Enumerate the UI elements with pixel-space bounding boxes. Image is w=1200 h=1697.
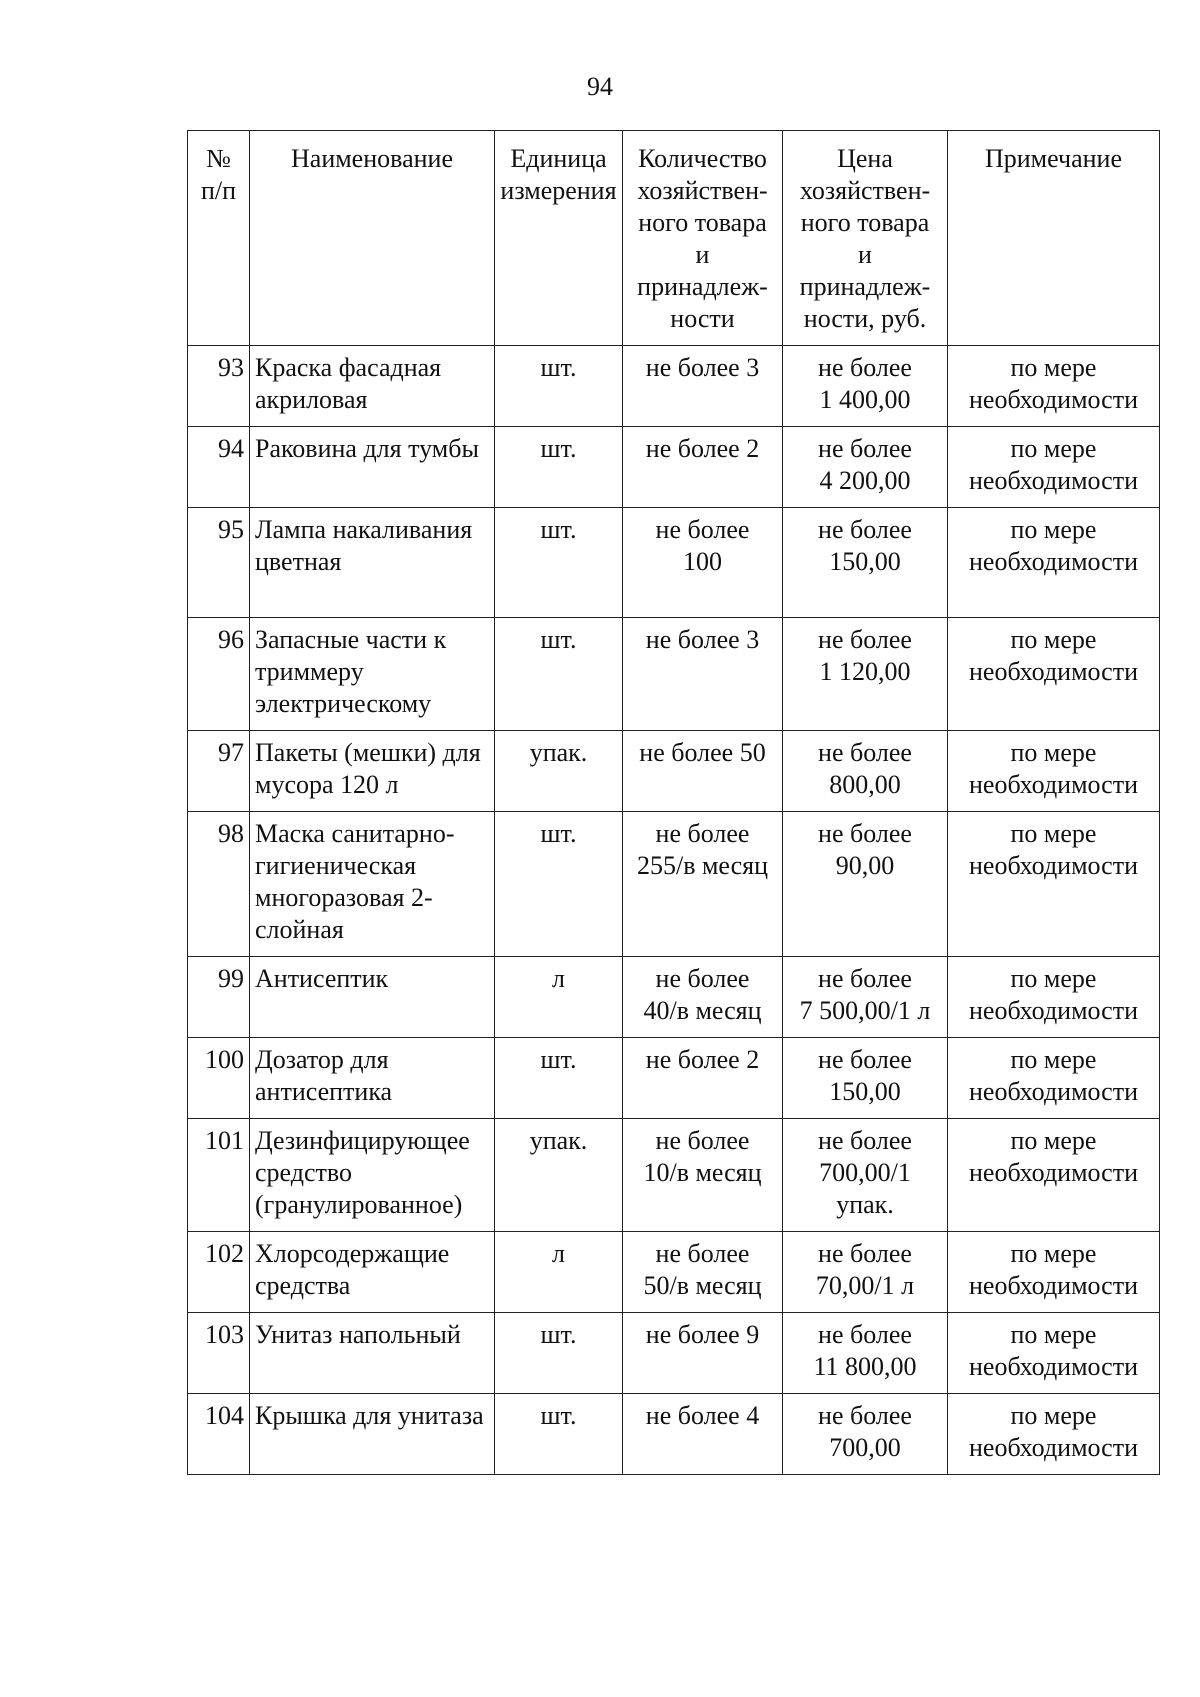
item-note: по мере необходимости bbox=[948, 1394, 1160, 1475]
row-number: 102 bbox=[188, 1232, 250, 1313]
row-number: 104 bbox=[188, 1394, 250, 1475]
table-row bbox=[188, 731, 1160, 812]
item-price: не более 70,00/1 л bbox=[783, 1232, 948, 1313]
unit-of-measure: упак. bbox=[495, 731, 623, 812]
row-number: 94 bbox=[188, 427, 250, 508]
item-note: по мере необходимости bbox=[948, 957, 1160, 1038]
row-number: 96 bbox=[188, 618, 250, 731]
item-name: Маска санитарно-гигиеническая многоразовая 2-слойная bbox=[250, 812, 495, 957]
row-number: 99 bbox=[188, 957, 250, 1038]
item-note: по мере необходимости bbox=[948, 1038, 1160, 1119]
unit-of-measure: шт. bbox=[495, 1313, 623, 1394]
item-quantity: не более 40/в месяц bbox=[623, 957, 783, 1038]
table-row bbox=[188, 618, 1160, 731]
header-name: Наименование bbox=[250, 131, 495, 346]
item-price: не более 11 800,00 bbox=[783, 1313, 948, 1394]
unit-of-measure: упак. bbox=[495, 1119, 623, 1232]
unit-of-measure: шт. bbox=[495, 618, 623, 731]
item-price: не более 7 500,00/1 л bbox=[783, 957, 948, 1038]
item-name: Унитаз напольный bbox=[250, 1313, 495, 1394]
item-price: не более 700,00 bbox=[783, 1394, 948, 1475]
table-row bbox=[188, 508, 1160, 618]
table-row bbox=[188, 1313, 1160, 1394]
row-number: 95 bbox=[188, 508, 250, 618]
header-quantity: Количество хозяйствен- ного товара и принадлеж- ности bbox=[623, 131, 783, 346]
item-note: по мере необходимости bbox=[948, 1232, 1160, 1313]
table-row bbox=[188, 1232, 1160, 1313]
item-note: по мере необходимости bbox=[948, 346, 1160, 427]
item-note: по мере необходимости bbox=[948, 1119, 1160, 1232]
item-note: по мере необходимости bbox=[948, 508, 1160, 618]
item-name: Крышка для унитаза bbox=[250, 1394, 495, 1475]
unit-of-measure: шт. bbox=[495, 812, 623, 957]
item-note: по мере необходимости bbox=[948, 812, 1160, 957]
item-quantity: не более 100 bbox=[623, 508, 783, 618]
table-row bbox=[188, 346, 1160, 427]
item-quantity: не более 50 bbox=[623, 731, 783, 812]
goods-table bbox=[187, 130, 1160, 1475]
item-price: не более 150,00 bbox=[783, 508, 948, 618]
item-quantity: не более 3 bbox=[623, 618, 783, 731]
row-number: 101 bbox=[188, 1119, 250, 1232]
item-price: не более 90,00 bbox=[783, 812, 948, 957]
table-row bbox=[188, 1394, 1160, 1475]
item-quantity: не более 3 bbox=[623, 346, 783, 427]
item-name: Краска фасадная акриловая bbox=[250, 346, 495, 427]
table-row bbox=[188, 812, 1160, 957]
table-row bbox=[188, 427, 1160, 508]
item-price: не более 150,00 bbox=[783, 1038, 948, 1119]
item-price: не более 1 400,00 bbox=[783, 346, 948, 427]
item-quantity: не более 50/в месяц bbox=[623, 1232, 783, 1313]
header-unit: Единица измерения bbox=[495, 131, 623, 346]
item-price: не более 1 120,00 bbox=[783, 618, 948, 731]
item-note: по мере необходимости bbox=[948, 427, 1160, 508]
item-quantity: не более 255/в месяц bbox=[623, 812, 783, 957]
item-quantity: не более 4 bbox=[623, 1394, 783, 1475]
item-price: не более 800,00 bbox=[783, 731, 948, 812]
table-row bbox=[188, 1119, 1160, 1232]
header-note: Примечание bbox=[948, 131, 1160, 346]
item-quantity: не более 9 bbox=[623, 1313, 783, 1394]
item-name: Раковина для тумбы bbox=[250, 427, 495, 508]
item-quantity: не более 2 bbox=[623, 1038, 783, 1119]
unit-of-measure: шт. bbox=[495, 427, 623, 508]
unit-of-measure: шт. bbox=[495, 508, 623, 618]
item-price: не более 700,00/1 упак. bbox=[783, 1119, 948, 1232]
unit-of-measure: шт. bbox=[495, 1038, 623, 1119]
unit-of-measure: шт. bbox=[495, 346, 623, 427]
item-name: Антисептик bbox=[250, 957, 495, 1038]
page-number: 94 bbox=[587, 72, 613, 101]
item-name: Хлорсодержащие средства bbox=[250, 1232, 495, 1313]
item-quantity: не более 10/в месяц bbox=[623, 1119, 783, 1232]
table-row bbox=[188, 1038, 1160, 1119]
item-price: не более 4 200,00 bbox=[783, 427, 948, 508]
row-number: 93 bbox=[188, 346, 250, 427]
row-number: 97 bbox=[188, 731, 250, 812]
row-number: 103 bbox=[188, 1313, 250, 1394]
item-name: Дезинфицирующее средство (гранулированное) bbox=[250, 1119, 495, 1232]
header-num: № п/п bbox=[188, 131, 250, 346]
item-note: по мере необходимости bbox=[948, 731, 1160, 812]
header-row bbox=[188, 131, 1160, 346]
item-note: по мере необходимости bbox=[948, 1313, 1160, 1394]
item-name: Дозатор для антисептика bbox=[250, 1038, 495, 1119]
unit-of-measure: л bbox=[495, 1232, 623, 1313]
row-number: 100 bbox=[188, 1038, 250, 1119]
item-note: по мере необходимости bbox=[948, 618, 1160, 731]
table-row bbox=[188, 957, 1160, 1038]
unit-of-measure: шт. bbox=[495, 1394, 623, 1475]
unit-of-measure: л bbox=[495, 957, 623, 1038]
item-name: Лампа накаливания цветная bbox=[250, 508, 495, 618]
item-name: Пакеты (мешки) для мусора 120 л bbox=[250, 731, 495, 812]
header-price: Цена хозяйствен- ного товара и принадлеж- ности, руб. bbox=[783, 131, 948, 346]
item-name: Запасные части к триммеру электрическому bbox=[250, 618, 495, 731]
item-quantity: не более 2 bbox=[623, 427, 783, 508]
row-number: 98 bbox=[188, 812, 250, 957]
